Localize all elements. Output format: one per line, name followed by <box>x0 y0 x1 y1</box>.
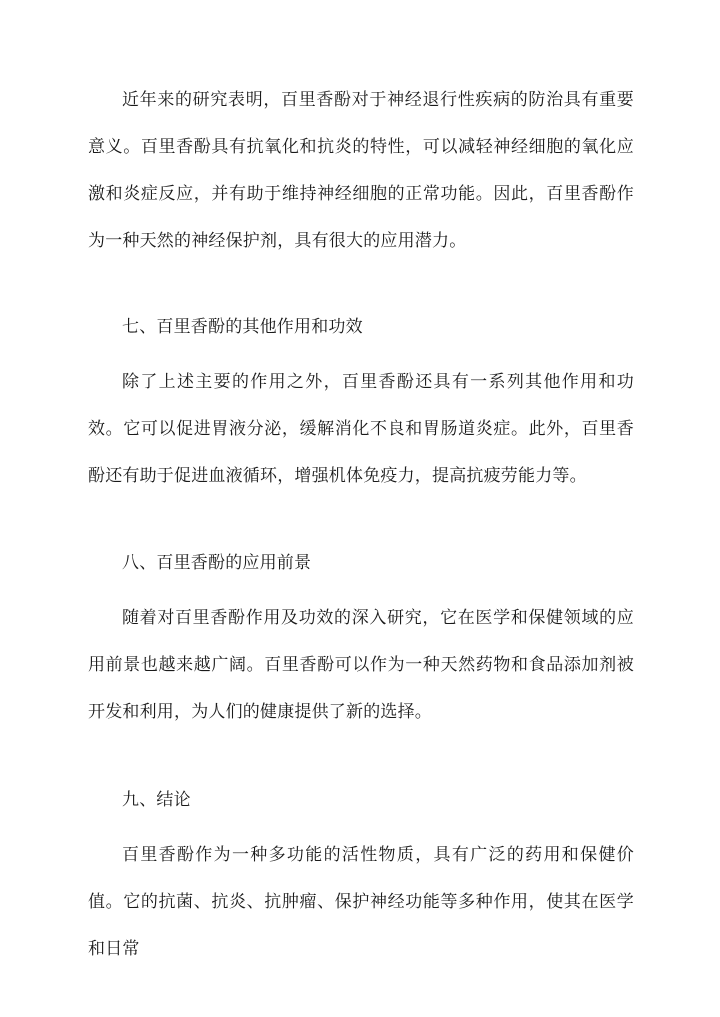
paragraph-conclusion: 百里香酚作为一种多功能的活性物质，具有广泛的药用和保健价值。它的抗菌、抗炎、抗肿瘤、保护神经功能等多种作用，使其在医学和日常 <box>88 845 634 959</box>
paragraph-other-effects: 除了上述主要的作用之外，百里香酚还具有一系列其他作用和功效。它可以促进胃液分泌，缓解消化不良和胃肠道炎症。此外，百里香酚还有助于促进血液循环，增强机体免疫力，提高抗疲劳能力等。 <box>88 372 634 486</box>
section-heading-7: 七、百里香酚的其他作用和功效 <box>122 317 363 337</box>
paragraph-application-prospects: 随着对百里香酚作用及功效的深入研究，它在医学和保健领域的应用前景也越来越广阔。百里香酚可以作为一种天然药物和食品添加剂被开发和利用，为人们的健康提供了新的选择。 <box>88 608 634 722</box>
paragraph-neuroprotection: 近年来的研究表明，百里香酚对于神经退行性疾病的防治具有重要意义。百里香酚具有抗氧化和抗炎的特性，可以减轻神经细胞的氧化应激和炎症反应，并有助于维持神经细胞的正常功能。因此，百里香酚作为一种天然的神经保护剂，具有很大的应用潜力。 <box>88 90 634 251</box>
section-heading-9: 九、结论 <box>122 790 191 810</box>
section-heading-8: 八、百里香酚的应用前景 <box>122 553 312 573</box>
